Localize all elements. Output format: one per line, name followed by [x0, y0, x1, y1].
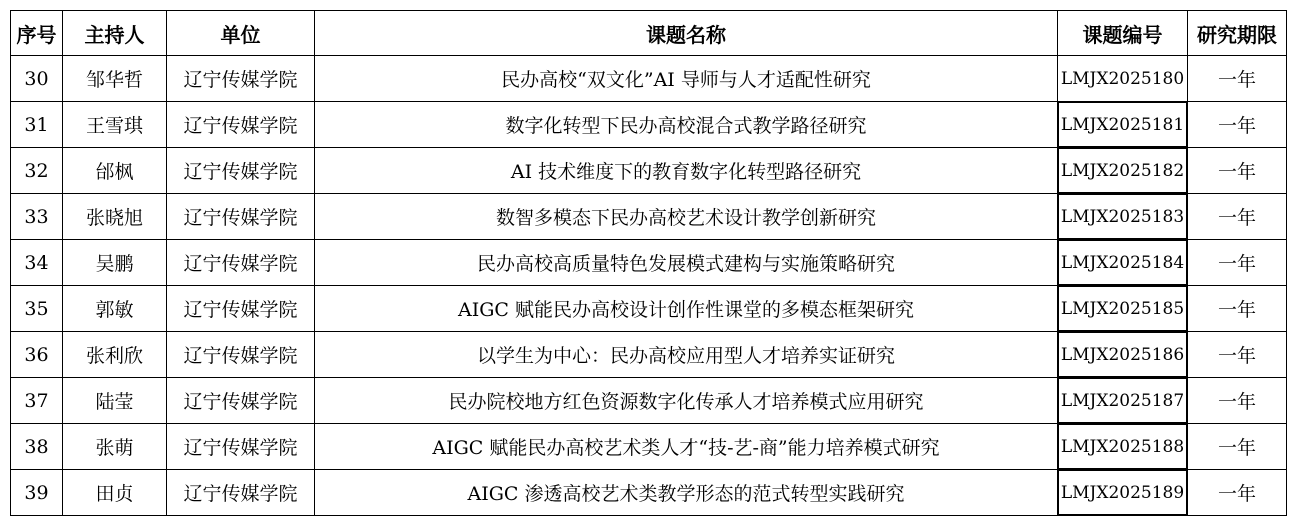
table-row: [11, 286, 1287, 332]
cell-no: 32: [11, 148, 63, 194]
cell-host: 邰枫: [63, 148, 167, 194]
cell-unit: 辽宁传媒学院: [167, 424, 315, 470]
table-row: [11, 470, 1287, 516]
cell-title: 民办院校地方红色资源数字化传承人才培养模式应用研究: [315, 378, 1058, 424]
cell-term: 一年: [1188, 378, 1287, 424]
cell-code: LMJX2025188: [1058, 424, 1188, 470]
cell-term: 一年: [1188, 240, 1287, 286]
cell-unit: 辽宁传媒学院: [167, 470, 315, 516]
cell-title: 以学生为中心：民办高校应用型人才培养实证研究: [315, 332, 1058, 378]
cell-term: 一年: [1188, 56, 1287, 102]
cell-code: LMJX2025187: [1058, 378, 1188, 424]
cell-term: 一年: [1188, 194, 1287, 240]
cell-unit: 辽宁传媒学院: [167, 148, 315, 194]
cell-code: LMJX2025185: [1058, 286, 1188, 332]
cell-no: 37: [11, 378, 63, 424]
cell-host: 陆莹: [63, 378, 167, 424]
cell-host: 张萌: [63, 424, 167, 470]
cell-title: 数字化转型下民办高校混合式教学路径研究: [315, 102, 1058, 148]
cell-unit: 辽宁传媒学院: [167, 286, 315, 332]
cell-no: 33: [11, 194, 63, 240]
table-row: [11, 194, 1287, 240]
header-host: 主持人: [63, 11, 167, 56]
table-row: [11, 56, 1287, 102]
cell-term: 一年: [1188, 286, 1287, 332]
cell-host: 郭敏: [63, 286, 167, 332]
table-body: [11, 56, 1287, 516]
table-row: [11, 102, 1287, 148]
cell-code: LMJX2025186: [1058, 332, 1188, 378]
cell-title: 数智多模态下民办高校艺术设计教学创新研究: [315, 194, 1058, 240]
cell-title: AIGC 渗透高校艺术类教学形态的范式转型实践研究: [315, 470, 1058, 516]
cell-code: LMJX2025181: [1058, 102, 1188, 148]
header-title: 课题名称: [315, 11, 1058, 56]
table-row: [11, 240, 1287, 286]
header-unit: 单位: [167, 11, 315, 56]
cell-no: 34: [11, 240, 63, 286]
cell-host: 张晓旭: [63, 194, 167, 240]
cell-code: LMJX2025184: [1058, 240, 1188, 286]
cell-unit: 辽宁传媒学院: [167, 332, 315, 378]
header-term: 研究期限: [1188, 11, 1287, 56]
cell-code: LMJX2025183: [1058, 194, 1188, 240]
cell-term: 一年: [1188, 470, 1287, 516]
document-page: [10, 10, 1286, 516]
cell-no: 39: [11, 470, 63, 516]
table-header-row: [11, 11, 1287, 56]
header-code: 课题编号: [1058, 11, 1188, 56]
cell-host: 吴鹏: [63, 240, 167, 286]
cell-host: 王雪琪: [63, 102, 167, 148]
cell-no: 30: [11, 56, 63, 102]
cell-term: 一年: [1188, 424, 1287, 470]
cell-unit: 辽宁传媒学院: [167, 378, 315, 424]
cell-code: LMJX2025180: [1058, 56, 1188, 102]
cell-term: 一年: [1188, 332, 1287, 378]
cell-unit: 辽宁传媒学院: [167, 102, 315, 148]
project-table: [10, 10, 1287, 516]
cell-unit: 辽宁传媒学院: [167, 240, 315, 286]
cell-host: 邹华哲: [63, 56, 167, 102]
cell-no: 38: [11, 424, 63, 470]
cell-title: AIGC 赋能民办高校艺术类人才“技-艺-商”能力培养模式研究: [315, 424, 1058, 470]
cell-host: 田贞: [63, 470, 167, 516]
cell-no: 36: [11, 332, 63, 378]
cell-code: LMJX2025189: [1058, 470, 1188, 516]
cell-title: AIGC 赋能民办高校设计创作性课堂的多模态框架研究: [315, 286, 1058, 332]
table-row: [11, 332, 1287, 378]
cell-no: 31: [11, 102, 63, 148]
cell-host: 张利欣: [63, 332, 167, 378]
cell-no: 35: [11, 286, 63, 332]
cell-title: 民办高校“双文化”AI 导师与人才适配性研究: [315, 56, 1058, 102]
cell-unit: 辽宁传媒学院: [167, 194, 315, 240]
cell-code: LMJX2025182: [1058, 148, 1188, 194]
cell-title: AI 技术维度下的教育数字化转型路径研究: [315, 148, 1058, 194]
cell-unit: 辽宁传媒学院: [167, 56, 315, 102]
cell-term: 一年: [1188, 102, 1287, 148]
table-row: [11, 378, 1287, 424]
header-no: 序号: [11, 11, 63, 56]
cell-term: 一年: [1188, 148, 1287, 194]
table-row: [11, 148, 1287, 194]
cell-title: 民办高校高质量特色发展模式建构与实施策略研究: [315, 240, 1058, 286]
table-row: [11, 424, 1287, 470]
